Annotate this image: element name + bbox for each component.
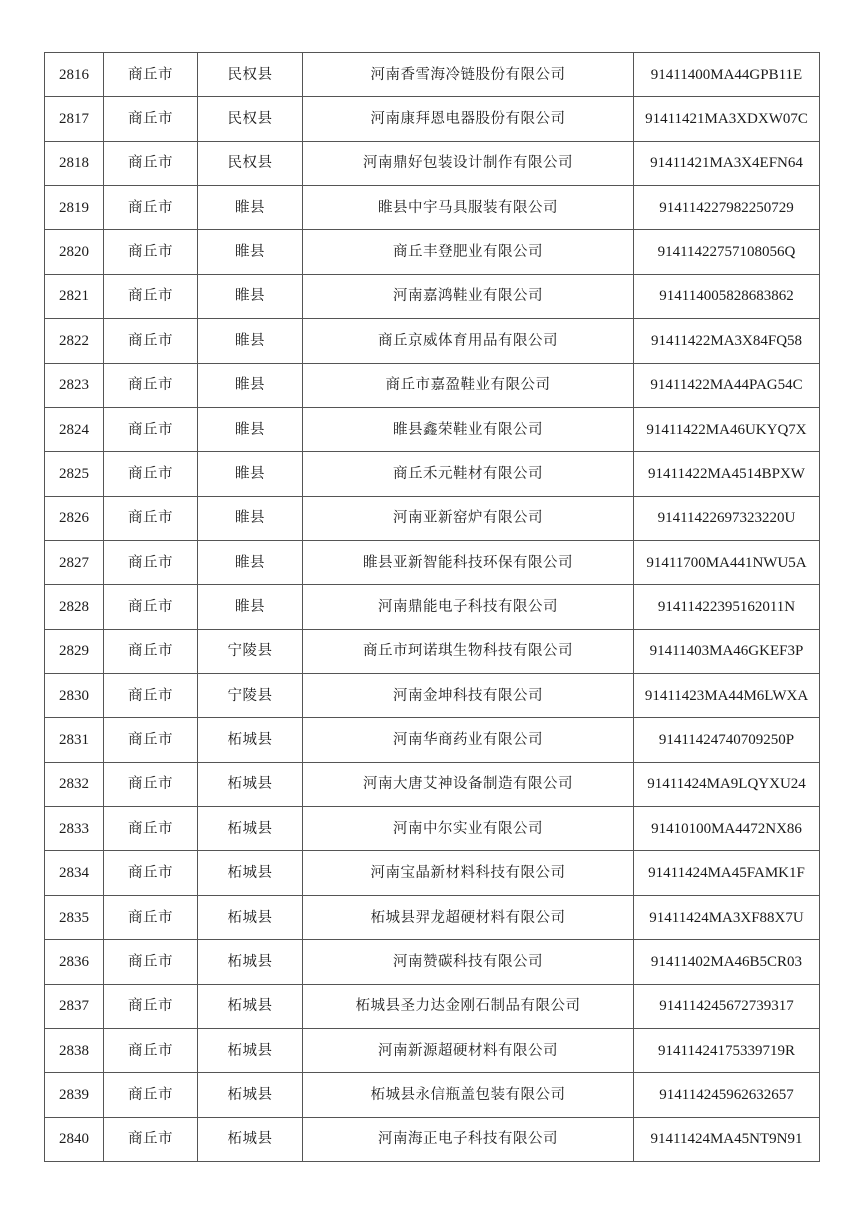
table-row [45,319,820,363]
county-cell: 睢县 [198,452,303,496]
county-cell: 民权县 [198,97,303,141]
row-number: 2831 [45,718,104,762]
company-table [44,52,820,1162]
company-name-cell: 河南香雪海冷链股份有限公司 [303,53,634,97]
county-cell: 柘城县 [198,895,303,939]
row-number: 2827 [45,540,104,584]
row-number: 2817 [45,97,104,141]
county-cell: 柘城县 [198,807,303,851]
city-cell: 商丘市 [104,274,198,318]
company-name-cell: 睢县中宇马具服装有限公司 [303,186,634,230]
company-name-cell: 商丘禾元鞋材有限公司 [303,452,634,496]
credit-code-cell: 91411422MA4514BPXW [634,452,820,496]
company-name-cell: 河南海正电子科技有限公司 [303,1117,634,1161]
city-cell: 商丘市 [104,718,198,762]
county-cell: 睢县 [198,230,303,274]
table-row [45,141,820,185]
city-cell: 商丘市 [104,540,198,584]
credit-code-cell: 914114005828683862 [634,274,820,318]
credit-code-cell: 91411422757108056Q [634,230,820,274]
company-name-cell: 柘城县羿龙超硬材料有限公司 [303,895,634,939]
row-number: 2818 [45,141,104,185]
credit-code-cell: 91411422MA44PAG54C [634,363,820,407]
table-row [45,407,820,451]
city-cell: 商丘市 [104,1117,198,1161]
row-number: 2822 [45,319,104,363]
row-number: 2837 [45,984,104,1028]
table-row [45,851,820,895]
city-cell: 商丘市 [104,186,198,230]
county-cell: 柘城县 [198,1117,303,1161]
city-cell: 商丘市 [104,674,198,718]
row-number: 2840 [45,1117,104,1161]
row-number: 2835 [45,895,104,939]
city-cell: 商丘市 [104,585,198,629]
row-number: 2829 [45,629,104,673]
city-cell: 商丘市 [104,851,198,895]
table-row [45,940,820,984]
company-name-cell: 河南大唐艾神设备制造有限公司 [303,762,634,806]
row-number: 2828 [45,585,104,629]
company-name-cell: 河南宝晶新材料科技有限公司 [303,851,634,895]
credit-code-cell: 91410100MA4472NX86 [634,807,820,851]
table-row [45,984,820,1028]
credit-code-cell: 91411422697323220U [634,496,820,540]
row-number: 2838 [45,1028,104,1072]
row-number: 2839 [45,1073,104,1117]
company-name-cell: 商丘京威体育用品有限公司 [303,319,634,363]
table-row [45,452,820,496]
county-cell: 宁陵县 [198,674,303,718]
credit-code-cell: 91411403MA46GKEF3P [634,629,820,673]
row-number: 2820 [45,230,104,274]
credit-code-cell: 914114245962632657 [634,1073,820,1117]
table-row [45,807,820,851]
city-cell: 商丘市 [104,141,198,185]
county-cell: 柘城县 [198,762,303,806]
credit-code-cell: 91411400MA44GPB11E [634,53,820,97]
row-number: 2819 [45,186,104,230]
city-cell: 商丘市 [104,940,198,984]
company-name-cell: 睢县亚新智能科技环保有限公司 [303,540,634,584]
company-name-cell: 河南嘉鸿鞋业有限公司 [303,274,634,318]
row-number: 2824 [45,407,104,451]
credit-code-cell: 91411424MA45NT9N91 [634,1117,820,1161]
company-name-cell: 河南华商药业有限公司 [303,718,634,762]
credit-code-cell: 91411424175339719R [634,1028,820,1072]
company-name-cell: 河南中尔实业有限公司 [303,807,634,851]
table-row [45,629,820,673]
company-name-cell: 商丘丰登肥业有限公司 [303,230,634,274]
credit-code-cell: 91411424MA45FAMK1F [634,851,820,895]
city-cell: 商丘市 [104,452,198,496]
row-number: 2826 [45,496,104,540]
table-row [45,1073,820,1117]
county-cell: 睢县 [198,186,303,230]
row-number: 2823 [45,363,104,407]
credit-code-cell: 91411422395162011N [634,585,820,629]
city-cell: 商丘市 [104,807,198,851]
table-row [45,674,820,718]
row-number: 2836 [45,940,104,984]
credit-code-cell: 91411423MA44M6LWXA [634,674,820,718]
table-row [45,186,820,230]
credit-code-cell: 91411424740709250P [634,718,820,762]
company-table-body [45,53,820,1162]
credit-code-cell: 914114245672739317 [634,984,820,1028]
city-cell: 商丘市 [104,496,198,540]
county-cell: 睢县 [198,585,303,629]
county-cell: 睢县 [198,363,303,407]
credit-code-cell: 91411422MA3X84FQ58 [634,319,820,363]
city-cell: 商丘市 [104,407,198,451]
county-cell: 柘城县 [198,718,303,762]
company-name-cell: 柘城县圣力达金刚石制品有限公司 [303,984,634,1028]
city-cell: 商丘市 [104,762,198,806]
table-row [45,585,820,629]
company-name-cell: 商丘市珂诺琪生物科技有限公司 [303,629,634,673]
company-name-cell: 柘城县永信瓶盖包装有限公司 [303,1073,634,1117]
table-row [45,1028,820,1072]
county-cell: 睢县 [198,496,303,540]
county-cell: 柘城县 [198,984,303,1028]
table-row [45,363,820,407]
company-name-cell: 河南金坤科技有限公司 [303,674,634,718]
city-cell: 商丘市 [104,363,198,407]
county-cell: 宁陵县 [198,629,303,673]
row-number: 2834 [45,851,104,895]
credit-code-cell: 91411402MA46B5CR03 [634,940,820,984]
city-cell: 商丘市 [104,1073,198,1117]
credit-code-cell: 91411424MA3XF88X7U [634,895,820,939]
table-row [45,718,820,762]
table-row [45,762,820,806]
credit-code-cell: 91411700MA441NWU5A [634,540,820,584]
table-row [45,1117,820,1161]
company-name-cell: 商丘市嘉盈鞋业有限公司 [303,363,634,407]
table-row [45,540,820,584]
row-number: 2816 [45,53,104,97]
table-row [45,274,820,318]
row-number: 2830 [45,674,104,718]
city-cell: 商丘市 [104,319,198,363]
city-cell: 商丘市 [104,53,198,97]
county-cell: 民权县 [198,141,303,185]
credit-code-cell: 914114227982250729 [634,186,820,230]
city-cell: 商丘市 [104,895,198,939]
row-number: 2833 [45,807,104,851]
row-number: 2832 [45,762,104,806]
company-name-cell: 河南鼎能电子科技有限公司 [303,585,634,629]
table-row [45,53,820,97]
city-cell: 商丘市 [104,230,198,274]
company-name-cell: 河南鼎好包装设计制作有限公司 [303,141,634,185]
table-row [45,496,820,540]
company-name-cell: 河南赞碳科技有限公司 [303,940,634,984]
company-name-cell: 河南新源超硬材料有限公司 [303,1028,634,1072]
county-cell: 睢县 [198,407,303,451]
city-cell: 商丘市 [104,97,198,141]
county-cell: 柘城县 [198,940,303,984]
county-cell: 柘城县 [198,1073,303,1117]
table-row [45,97,820,141]
county-cell: 柘城县 [198,851,303,895]
table-row [45,230,820,274]
credit-code-cell: 91411424MA9LQYXU24 [634,762,820,806]
county-cell: 民权县 [198,53,303,97]
company-name-cell: 河南亚新窑炉有限公司 [303,496,634,540]
credit-code-cell: 91411422MA46UKYQ7X [634,407,820,451]
city-cell: 商丘市 [104,1028,198,1072]
row-number: 2825 [45,452,104,496]
table-row [45,895,820,939]
row-number: 2821 [45,274,104,318]
company-name-cell: 睢县鑫荣鞋业有限公司 [303,407,634,451]
county-cell: 睢县 [198,319,303,363]
county-cell: 柘城县 [198,1028,303,1072]
credit-code-cell: 91411421MA3XDXW07C [634,97,820,141]
county-cell: 睢县 [198,274,303,318]
city-cell: 商丘市 [104,984,198,1028]
credit-code-cell: 91411421MA3X4EFN64 [634,141,820,185]
city-cell: 商丘市 [104,629,198,673]
company-name-cell: 河南康拜恩电器股份有限公司 [303,97,634,141]
county-cell: 睢县 [198,540,303,584]
